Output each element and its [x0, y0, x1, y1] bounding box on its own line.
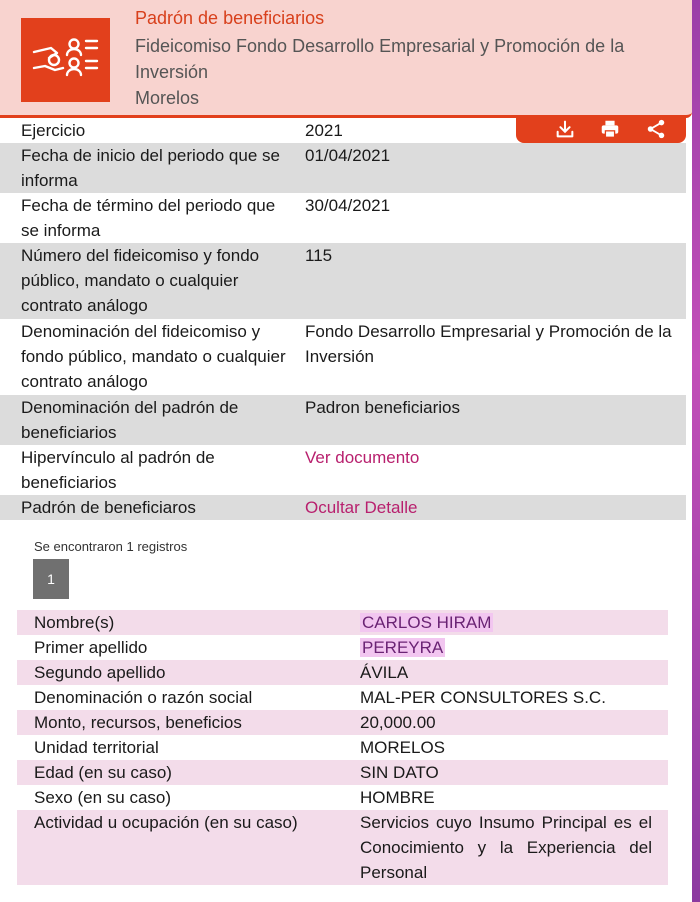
detail-label: Nombre(s)	[34, 613, 115, 632]
hide-detail-link[interactable]: Ocultar Detalle	[305, 498, 418, 517]
detail-label: Primer apellido	[34, 638, 148, 657]
detail-value	[360, 635, 652, 660]
info-label: Fecha de inicio del periodo que se informa	[21, 146, 280, 190]
info-row	[0, 445, 686, 495]
detail-label: Segundo apellido	[34, 663, 166, 682]
info-label: Denominación del padrón de beneficiarios	[21, 398, 239, 442]
info-row	[0, 243, 686, 319]
info-row	[0, 143, 686, 193]
detail-label: Denominación o razón social	[34, 688, 253, 707]
pagination-page-button[interactable]: 1	[33, 559, 69, 599]
info-label: Fecha de término del periodo que se informa	[21, 196, 276, 240]
detail-value: MORELOS	[360, 738, 446, 757]
highlighted-value: PEREYRA	[362, 638, 444, 657]
info-label: Padrón de beneficiaros	[21, 498, 196, 517]
info-value: Fondo Desarrollo Empresarial y Promoción de la Inversión	[305, 322, 672, 366]
view-document-link[interactable]: Ver documento	[305, 448, 420, 467]
table-row	[17, 660, 668, 685]
table-row	[17, 685, 668, 710]
info-value: 2021	[305, 121, 343, 140]
detail-value: ÁVILA	[360, 663, 409, 682]
table-row	[17, 735, 668, 760]
info-value: Padron beneficiarios	[305, 398, 460, 417]
table-row	[17, 785, 668, 810]
results-count: Se encontraron 1 registros	[34, 539, 188, 554]
highlighted-value: CARLOS HIRAM	[362, 613, 492, 632]
info-value: 115	[305, 246, 333, 265]
detail-label: Actividad u ocupación (en su caso)	[34, 813, 298, 832]
detail-value: Servicios cuyo Insumo Principal es el Conocimiento y la Experiencia del Personal	[360, 813, 652, 882]
record-info	[0, 118, 686, 520]
info-value: 30/04/2021	[305, 196, 391, 215]
info-row	[0, 395, 686, 445]
detail-value: 20,000.00	[360, 713, 436, 732]
detail-label: Unidad territorial	[34, 738, 159, 757]
table-row	[17, 760, 668, 785]
detail-label: Monto, recursos, beneficios	[34, 713, 242, 732]
info-label: Número del fideicomiso y fondo público, mandato o cualquier contrato análogo	[21, 246, 260, 315]
info-value: 01/04/2021	[305, 146, 391, 165]
info-row	[0, 193, 686, 243]
page-subtitle	[135, 33, 675, 111]
info-label: Hipervínculo al padrón de beneficiarios	[21, 448, 215, 492]
table-row	[17, 635, 668, 660]
beneficiary-detail-table	[17, 610, 668, 885]
info-label: Denominación del fideicomiso y fondo público, mandato o cualquier contrato análogo	[21, 322, 286, 391]
table-row	[17, 810, 668, 885]
detail-value: HOMBRE	[360, 788, 435, 807]
detail-label: Edad (en su caso)	[34, 763, 172, 782]
window-edge	[692, 0, 700, 902]
page-title: Padrón de beneficiarios	[135, 8, 325, 28]
detail-value	[360, 610, 652, 635]
trust-name: Fideicomiso Fondo Desarrollo Empresarial y Promoción de la Inversión	[135, 36, 625, 82]
page-header	[0, 0, 692, 118]
info-row	[0, 495, 686, 520]
info-row	[0, 319, 686, 395]
info-row	[0, 118, 686, 143]
state-name: Morelos	[135, 88, 200, 108]
info-label: Ejercicio	[21, 121, 86, 140]
detail-label: Sexo (en su caso)	[34, 788, 172, 807]
table-row	[17, 610, 668, 635]
beneficiaries-list-icon	[21, 18, 110, 102]
detail-value: SIN DATO	[360, 763, 439, 782]
detail-value: MAL-PER CONSULTORES S.C.	[360, 688, 606, 707]
table-row	[17, 710, 668, 735]
